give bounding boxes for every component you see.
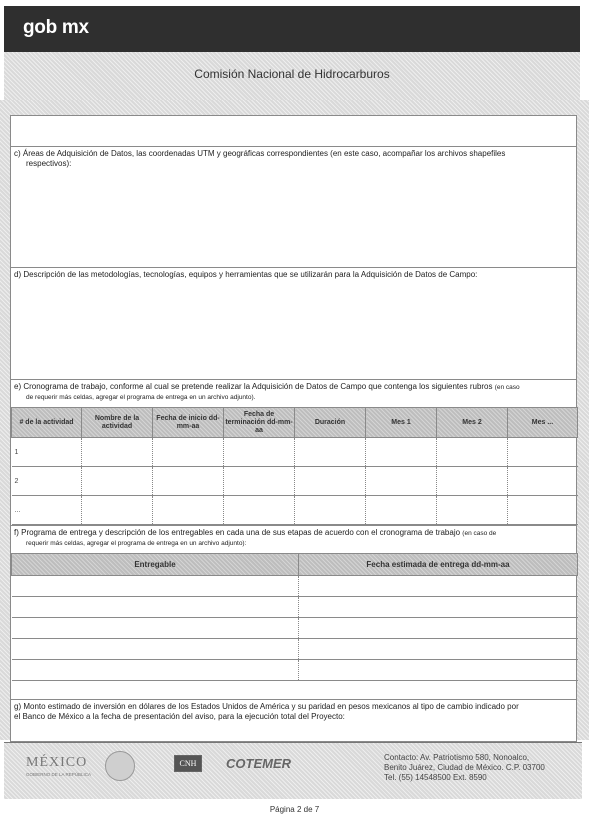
- section-e-note: (en caso: [494, 384, 520, 391]
- section-f-text-2: requerir más celdas, agregar el programa de entrega en un archivo adjunto):: [26, 539, 247, 547]
- header-activity-name: Nombre de la actividad: [82, 408, 153, 438]
- table-cell[interactable]: [437, 438, 508, 467]
- contact-line-3: Tel. (55) 14548500 Ext. 8590: [384, 773, 487, 782]
- national-seal-icon: [105, 751, 135, 781]
- section-f-note: (en caso de: [462, 530, 497, 537]
- table-cell[interactable]: [82, 438, 153, 467]
- table-row: [12, 597, 578, 618]
- section-g: [11, 699, 576, 742]
- schedule-table: [11, 407, 578, 525]
- mexico-logo: MÉXICO: [26, 755, 88, 770]
- mexico-logo-subtitle: GOBIERNO DE LA REPÚBLICA: [26, 772, 92, 777]
- table-row: [12, 660, 578, 681]
- header-end-date: Fecha de terminación dd-mm-aa: [224, 408, 295, 438]
- table-cell[interactable]: [508, 438, 578, 467]
- table-cell[interactable]: [299, 639, 578, 660]
- table-row: [12, 576, 578, 597]
- header-month-more: Mes ...: [508, 408, 578, 438]
- contact-line-2: Benito Juárez, Ciudad de México. C.P. 03700: [384, 763, 545, 772]
- section-g-text: g) Monto estimado de inversión en dólares de los Estados Unidos de América y su paridad en pesos mexicanos al tipo de cambio indicado por: [14, 702, 519, 711]
- header-delivery-date: Fecha estimada de entrega dd-mm-aa: [299, 554, 578, 576]
- table-cell[interactable]: [12, 639, 299, 660]
- form-box: [10, 115, 577, 742]
- header-start-date: Fecha de inicio dd-mm-aa: [153, 408, 224, 438]
- section-c: [11, 146, 576, 268]
- gob-mx-logo: gob mx: [23, 17, 89, 38]
- table-cell[interactable]: [508, 496, 578, 525]
- table-cell[interactable]: [12, 618, 299, 639]
- table-row: [12, 618, 578, 639]
- table-cell[interactable]: [295, 467, 366, 496]
- table-cell[interactable]: [295, 438, 366, 467]
- section-e-text: e) Cronograma de trabajo, conforme al cual se pretende realizar la Adquisición de Datos de Campo que contenga los siguientes rubros: [14, 382, 493, 391]
- section-e-text-2: de requerir más celdas, agregar el programa de entrega en un archivo adjunto).: [26, 393, 256, 401]
- table-cell[interactable]: [295, 496, 366, 525]
- table-cell[interactable]: [153, 496, 224, 525]
- contact-info: [384, 753, 545, 783]
- contact-line-1: Contacto: Av. Patriotismo 580, Nonoalco,: [384, 753, 530, 762]
- cotemer-logo: COTEMER: [226, 756, 291, 771]
- table-row: [12, 639, 578, 660]
- row-number[interactable]: ...: [12, 496, 82, 525]
- table-cell[interactable]: [12, 597, 299, 618]
- section-f-text: f) Programa de entrega y descripción de los entregables en cada una de sus etapas de acuerdo con el cronograma de trabajo: [14, 528, 461, 537]
- table-cell[interactable]: [299, 597, 578, 618]
- institution-title: Comisión Nacional de Hidrocarburos: [194, 67, 390, 81]
- section-g-text-2: el Banco de México a la fecha de presentación del aviso, para la ejecución total del Proyecto:: [14, 711, 345, 721]
- top-bar: [4, 6, 580, 52]
- header-month-2: Mes 2: [437, 408, 508, 438]
- table-row: [12, 496, 578, 525]
- section-c-text: c) Áreas de Adquisición de Datos, las coordenadas UTM y geográficas correspondientes (en este caso, acompañar los archivos shapefiles: [14, 149, 506, 158]
- institution-header: [4, 52, 580, 101]
- footer: [4, 742, 582, 799]
- header-duration: Duración: [295, 408, 366, 438]
- table-cell[interactable]: [153, 438, 224, 467]
- header-month-1: Mes 1: [366, 408, 437, 438]
- section-f: [11, 525, 576, 554]
- table-cell[interactable]: [366, 467, 437, 496]
- table-cell[interactable]: [12, 660, 299, 681]
- table-cell[interactable]: [437, 496, 508, 525]
- table-cell[interactable]: [508, 467, 578, 496]
- page-number: Página 2 de 7: [269, 805, 320, 814]
- section-c-text-2: respectivos):: [26, 158, 72, 168]
- header-deliverable: Entregable: [12, 554, 299, 576]
- table-cell[interactable]: [437, 467, 508, 496]
- table-cell[interactable]: [299, 576, 578, 597]
- schedule-header-row: [12, 408, 578, 438]
- table-cell[interactable]: [224, 438, 295, 467]
- table-cell[interactable]: [12, 576, 299, 597]
- header-activity-number: # de la actividad: [12, 408, 82, 438]
- deliverables-table: [11, 553, 578, 681]
- row-number[interactable]: 2: [12, 467, 82, 496]
- table-row: [12, 467, 578, 496]
- table-cell[interactable]: [299, 660, 578, 681]
- section-e: [11, 379, 576, 408]
- table-cell[interactable]: [224, 496, 295, 525]
- section-d-text: d) Descripción de las metodologías, tecnologías, equipos y herramientas que se utilizarán para la Adquisición de Datos de Campo:: [14, 270, 478, 279]
- table-cell[interactable]: [299, 618, 578, 639]
- table-cell[interactable]: [366, 496, 437, 525]
- table-cell[interactable]: [224, 467, 295, 496]
- table-cell[interactable]: [153, 467, 224, 496]
- table-cell[interactable]: [82, 496, 153, 525]
- cnh-logo: CNH: [174, 755, 202, 772]
- row-number[interactable]: 1: [12, 438, 82, 467]
- deliverables-header-row: [12, 554, 578, 576]
- table-row: [12, 438, 578, 467]
- table-cell[interactable]: [366, 438, 437, 467]
- table-cell[interactable]: [82, 467, 153, 496]
- section-d: [11, 267, 576, 380]
